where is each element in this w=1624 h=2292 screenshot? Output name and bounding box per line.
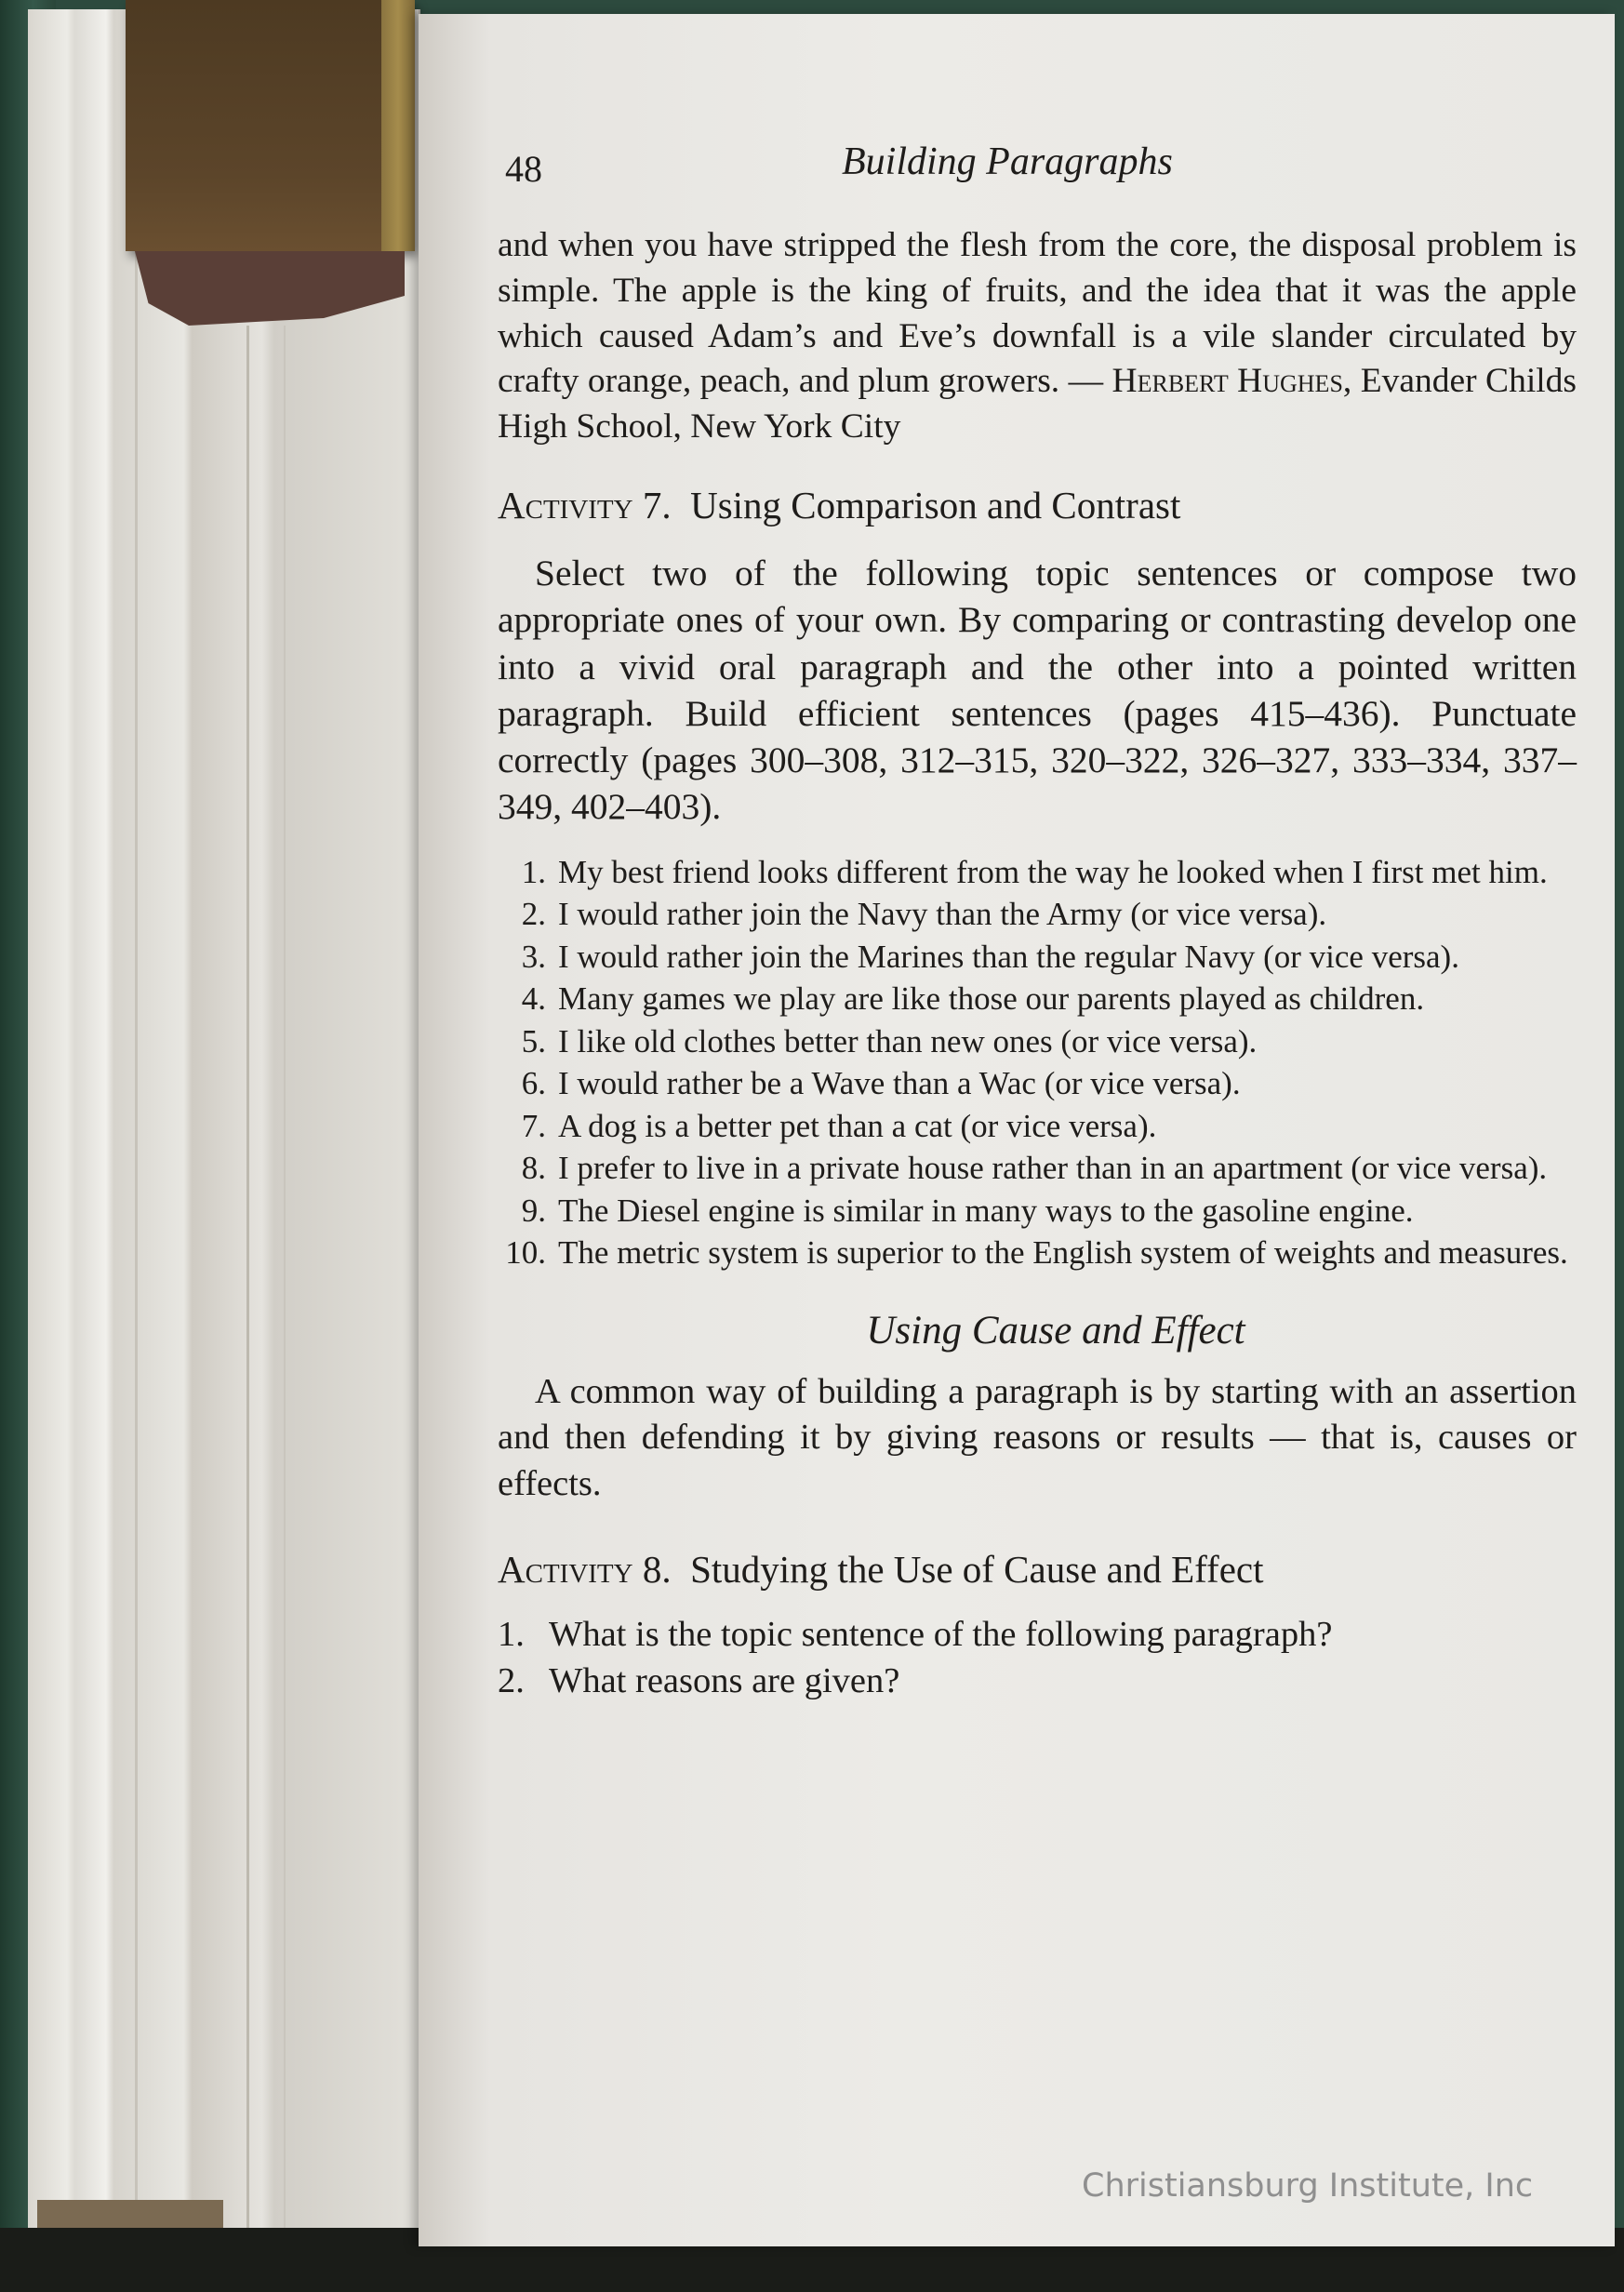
list-item: [498, 851, 1577, 894]
list-text: A dog is a better pet than a cat (or vice versa).: [558, 1107, 1157, 1144]
activity-title: 7. Using Comparison and Contrast: [632, 483, 1181, 526]
activity-7-instructions: Select two of the following topic sentences or compose two appropriate ones of your own. By comparing or contrasting develop one into a vivid oral paragraph and the other into a pointed written paragraph. Build efficient sentences (pages 415–436). Punctuate correctly (pages 300–308, 312–315, 320–322, 326–327, 333–334, 337–349, 402–403).: [498, 552, 1577, 828]
quote-author: Herbert Hughes: [1112, 362, 1343, 401]
list-item: [498, 978, 1577, 1020]
list-number: 10.: [505, 1234, 546, 1272]
list-number: 2.: [521, 896, 546, 933]
question-list: [498, 1611, 1577, 1704]
list-item: [498, 1105, 1577, 1148]
bookmark-edge: [381, 0, 415, 251]
page-edge-line: [246, 326, 249, 2242]
list-item: [498, 936, 1577, 979]
list-text: I would rather join the Navy than the Army (or vice versa).: [558, 896, 1327, 933]
activity-label: Activity: [498, 1548, 633, 1592]
list-item: [498, 1611, 1577, 1658]
activity-label: Activity: [498, 483, 633, 526]
list-text: I prefer to live in a private house rather than in an apartment (or vice versa).: [558, 1150, 1548, 1187]
list-number: 1.: [521, 853, 546, 890]
list-item: [498, 1062, 1577, 1105]
list-item: [498, 893, 1577, 936]
list-item: [498, 1232, 1577, 1274]
list-item: [498, 1658, 1577, 1704]
list-item: [498, 1190, 1577, 1233]
list-text: I like old clothes better than new ones (or vice versa).: [558, 1022, 1258, 1059]
watermark: Christiansburg Institute, Inc: [1082, 2167, 1534, 2205]
cause-effect-paragraph: A common way of building a paragraph is by starting with an assertion and then defending it by giving reasons or results — that is, causes or effects.: [498, 1371, 1577, 1503]
list-number: 9.: [521, 1192, 546, 1229]
page-edge-line: [135, 19, 138, 2232]
list-text: What reasons are given?: [549, 1661, 900, 1701]
list-number: 8.: [521, 1150, 546, 1187]
list-text: The Diesel engine is similar in many ways to the gasoline engine.: [558, 1192, 1414, 1229]
list-text: What is the topic sentence of the following paragraph?: [549, 1615, 1333, 1655]
list-number: 5.: [521, 1022, 546, 1059]
topic-sentence-list: [498, 851, 1577, 1274]
list-number: 3.: [521, 938, 546, 975]
page-header: [498, 140, 1577, 223]
list-number: 6.: [521, 1065, 546, 1102]
section-title: Using Cause and Effect: [866, 1308, 1245, 1353]
list-text: I would rather join the Marines than the regular Navy (or vice versa).: [558, 938, 1459, 975]
list-text: My best friend looks different from the way he looked when I first met him.: [558, 853, 1548, 890]
quote-affiliation: , Evander Childs High School, New York City: [498, 362, 1577, 446]
list-item: [498, 1147, 1577, 1190]
running-title: Building Paragraphs: [842, 140, 1173, 183]
continuation-paragraph: [498, 223, 1577, 450]
list-number: 4.: [521, 980, 546, 1018]
bookmark: [126, 0, 414, 251]
page-edge-line: [284, 326, 286, 2242]
activity-title: 8. Studying the Use of Cause and Effect: [632, 1548, 1264, 1592]
continuation-text: and when you have stripped the flesh from the core, the disposal problem is simple. The apple is the king of fruits, and the idea that it was the apple which caused Adam’s and Eve’s downfall is a vile slander circulated by crafty orange, peach, and plum growers. —: [498, 226, 1577, 401]
page-content: [498, 140, 1577, 1704]
activity-7-heading: [498, 482, 1577, 528]
book-spine-band: [37, 2200, 223, 2228]
list-text: Many games we play are like those our parents played as children.: [558, 980, 1425, 1018]
list-text: I would rather be a Wave than a Wac (or vice versa).: [558, 1065, 1241, 1102]
list-number: 1.: [498, 1615, 525, 1655]
page-stack: [28, 9, 420, 2260]
list-number: 7.: [521, 1107, 546, 1144]
activity-8-heading: [498, 1546, 1577, 1592]
page-number: 48: [505, 148, 542, 190]
list-text: The metric system is superior to the English system of weights and measures.: [558, 1234, 1568, 1272]
list-number: 2.: [498, 1661, 525, 1701]
list-item: [498, 1020, 1577, 1063]
